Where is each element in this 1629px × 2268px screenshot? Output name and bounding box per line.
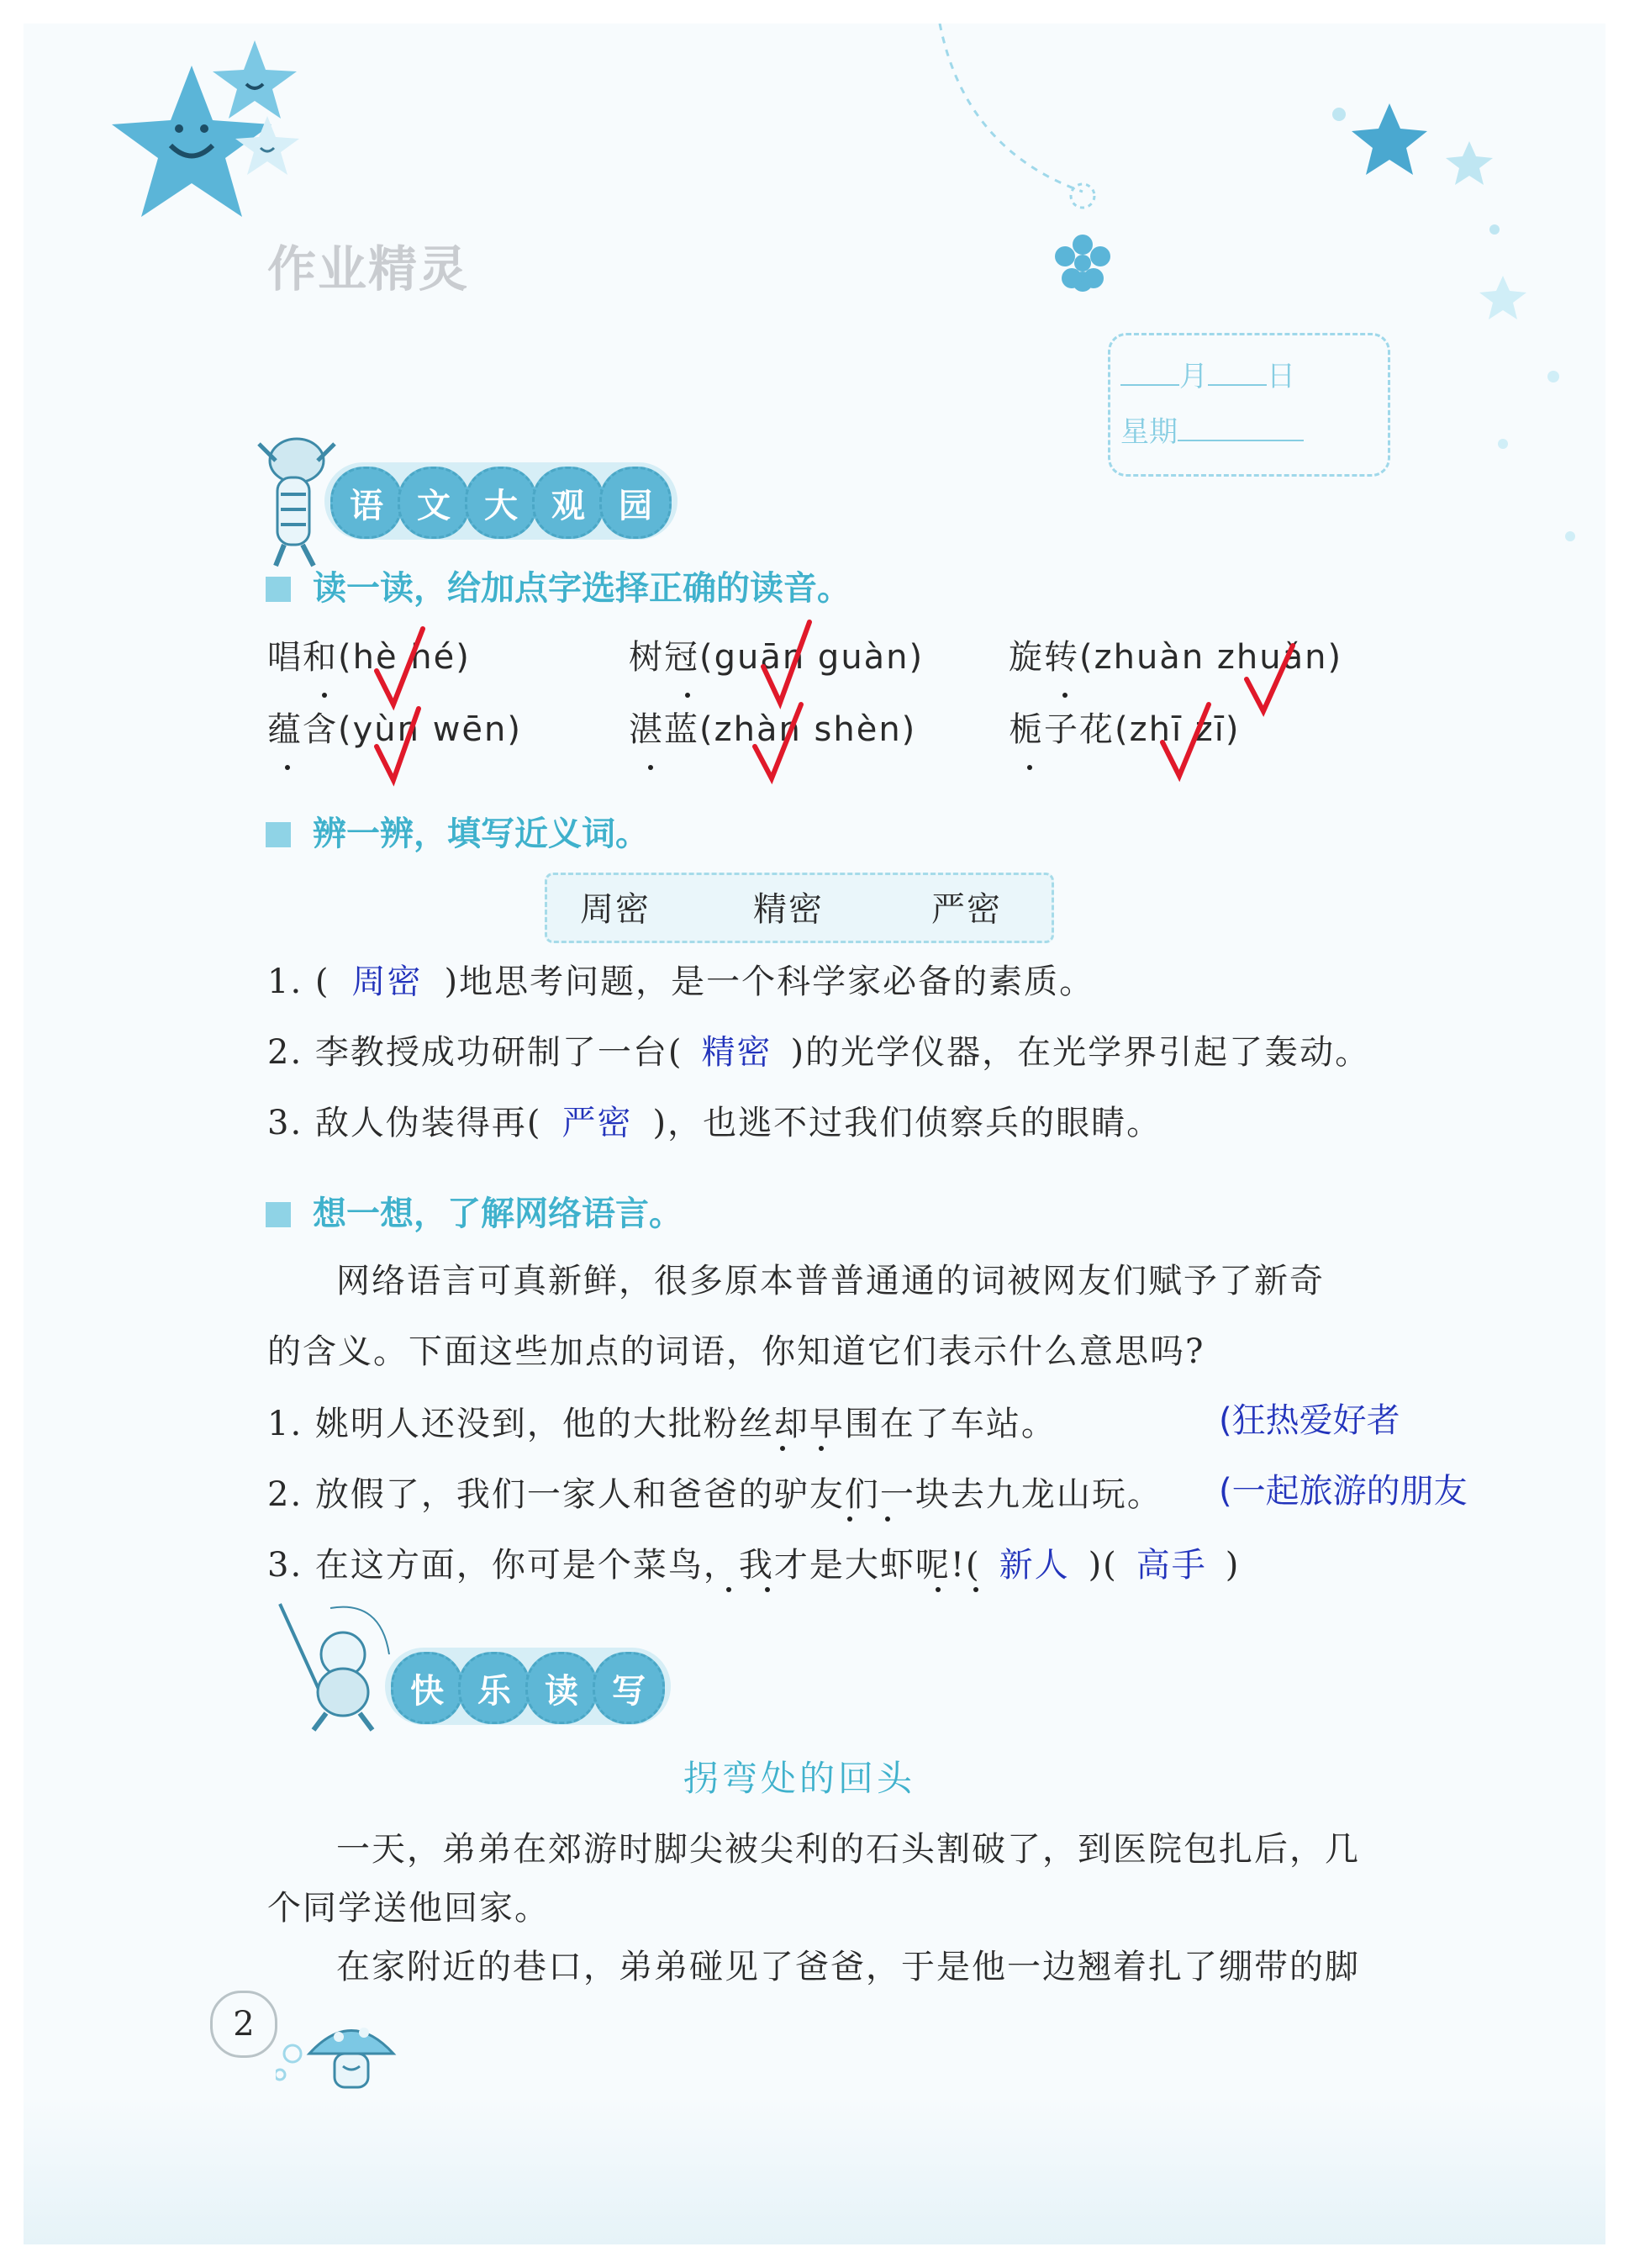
answer-handwriting: 严密 <box>561 1104 633 1142</box>
weekday-label: 星期 <box>1120 415 1178 449</box>
check-mark-icon <box>1162 704 1209 776</box>
banner-char: 文 <box>398 467 470 539</box>
check-mark-icon <box>377 629 423 704</box>
word-choice: 严密 <box>931 890 1002 929</box>
synonym-item-2: 2. 李教授成功研制了一台( 精密 )的光学仪器，在光学界引起了轰动。 <box>267 1033 1371 1072</box>
pinyin-item: 树冠(guān guàn) <box>629 638 925 677</box>
pinyin-item: 湛蓝(zhàn shèn) <box>629 710 917 749</box>
paragraph-line: 的含义。下面这些加点的词语，你知道它们表示什么意思吗? <box>267 1332 1205 1371</box>
check-mark-icon <box>763 622 809 703</box>
bottom-wash <box>24 2100 1605 2244</box>
watermark: 作业精灵 <box>267 240 470 298</box>
emphasis-dot <box>726 1587 731 1592</box>
netword-item-1: 1. 姚明人还没到，他的大批粉丝却早围在了车站。 <box>267 1405 1057 1443</box>
banner-char: 观 <box>532 467 604 539</box>
pinyin-item: 旋转(zhuàn zhuǎn) <box>1009 638 1343 677</box>
story-title: 拐弯处的回头 <box>683 1758 916 1799</box>
page-number: 2 <box>210 1991 277 2058</box>
banner-char: 乐 <box>458 1652 530 1724</box>
check-marks <box>24 24 1605 864</box>
story-line: 个同学送他回家。 <box>267 1889 550 1928</box>
banner-char: 语 <box>330 467 403 539</box>
banner-char: 大 <box>465 467 537 539</box>
q1-instruction: 读一读，给加点字选择正确的读音。 <box>266 562 851 609</box>
netword-item-3: 3. 在这方面，你可是个菜鸟，我才是大虾呢!( 新人 )( 高手 ) <box>267 1546 1241 1585</box>
fishing-duck-mascot-icon <box>263 1596 406 1738</box>
word-choice: 周密 <box>580 890 651 929</box>
banner-char: 快 <box>391 1652 463 1724</box>
q3-instruction: 想一想，了解网络语言。 <box>266 1187 683 1235</box>
emphasis-dot <box>780 1446 785 1451</box>
pinyin-item: 蕴含(yùn wēn) <box>267 710 522 749</box>
answer-handwriting: 精密 <box>701 1033 772 1072</box>
check-mark-icon <box>755 704 801 778</box>
emphasis-dot <box>819 1446 824 1451</box>
netword-item-2: 2. 放假了，我们一家人和爸爸的驴友们一块去九龙山玩。 <box>267 1475 1162 1514</box>
q2-instruction: 辨一辨，填写近义词。 <box>266 807 649 855</box>
emphasis-dot <box>936 1587 941 1592</box>
answer-handwriting: 周密 <box>351 963 423 1001</box>
emphasis-dot <box>765 1587 770 1592</box>
workbook-page <box>24 24 1605 2244</box>
answer-handwriting: 高手 <box>1136 1546 1207 1585</box>
banner-char: 写 <box>593 1652 665 1724</box>
answer-handwriting: (一起旅游的朋友 <box>1219 1472 1468 1511</box>
emphasis-dot <box>847 1516 852 1522</box>
banner-char: 读 <box>525 1652 598 1724</box>
check-mark-icon <box>377 709 419 780</box>
answer-handwriting: (狂热爱好者 <box>1219 1401 1400 1440</box>
paragraph-line: 网络语言可真新鲜，很多原本普普通通的词被网友们赋予了新奇 <box>336 1262 1325 1300</box>
synonym-item-1: 1. ( 周密 )地思考问题，是一个科学家必备的素质。 <box>267 963 1095 1001</box>
pinyin-item: 栀子花(zhī zī) <box>1009 710 1241 749</box>
emphasis-dot <box>885 1516 890 1522</box>
word-choice: 精密 <box>753 890 824 929</box>
synonym-item-3: 3. 敌人伪装得再( 严密 )，也逃不过我们侦察兵的眼睛。 <box>267 1104 1162 1142</box>
story-line: 在家附近的巷口，弟弟碰见了爸爸，于是他一边翘着扎了绷带的脚 <box>336 1948 1360 1986</box>
day-label: 日 <box>1267 360 1295 393</box>
pinyin-item: 唱和(hè hé) <box>267 638 471 677</box>
month-label: 月 <box>1179 360 1208 393</box>
story-line: 一天，弟弟在郊游时脚尖被尖利的石头割破了，到医院包扎后，几 <box>336 1830 1360 1869</box>
answer-handwriting: 新人 <box>999 1546 1070 1585</box>
banner-char: 园 <box>599 467 672 539</box>
check-mark-icon <box>1247 646 1293 711</box>
emphasis-dot <box>973 1587 978 1592</box>
